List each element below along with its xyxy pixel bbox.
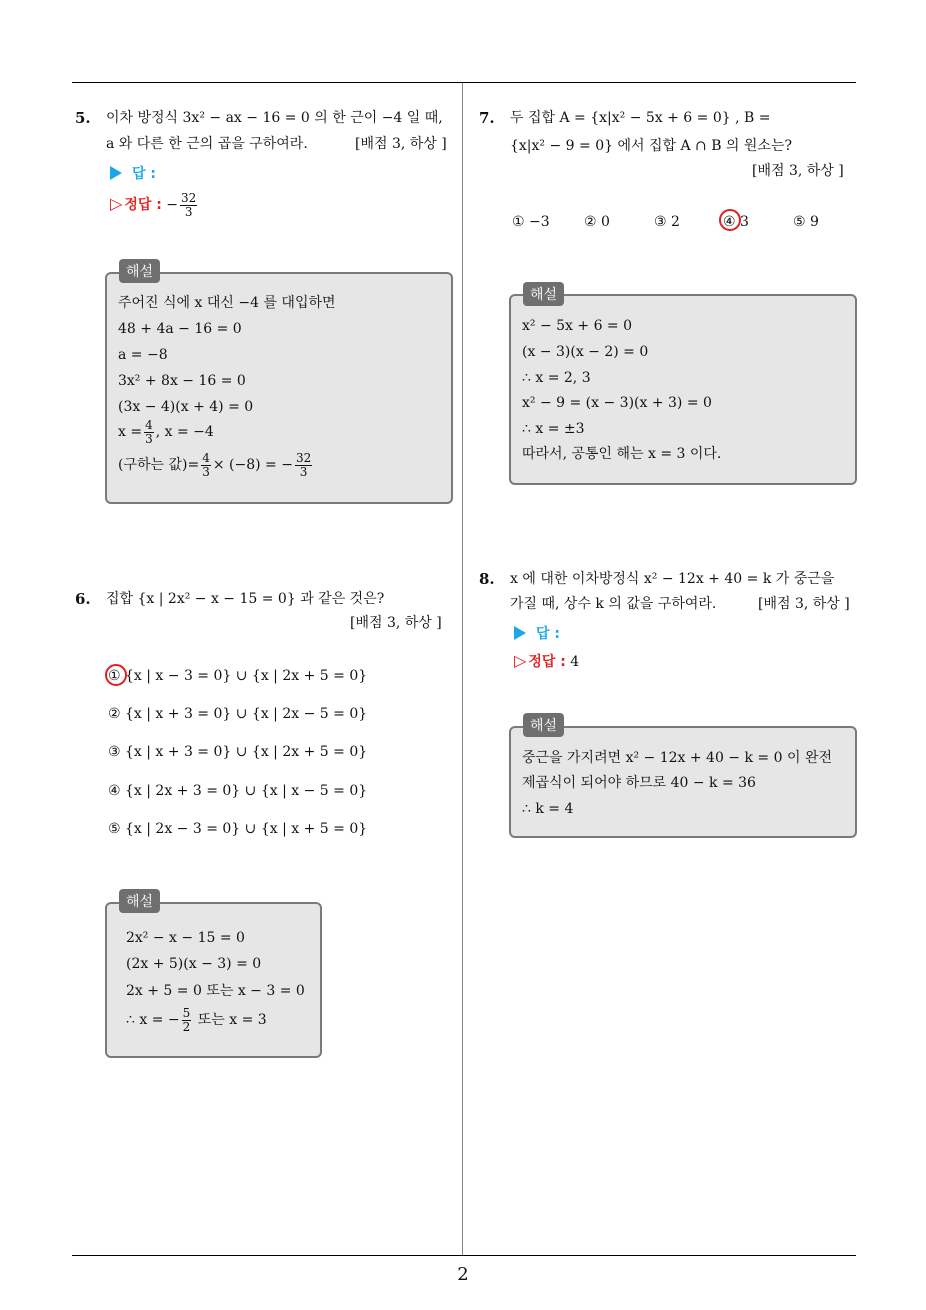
outline-triangle-icon: ▷	[110, 194, 123, 213]
correct-answer-row	[110, 188, 199, 221]
question-text-line-1: 이차 방정식 3x² − ax − 16 = 0 의 한 근이 −4 일 때,	[106, 110, 443, 126]
selected-choice-circle	[105, 664, 127, 686]
solution-line: 2x² − x − 15 = 0	[126, 930, 245, 946]
solution-line: ∴ x = 2, 3	[522, 370, 591, 386]
question-number: 8.	[479, 570, 495, 588]
solution-line: (2x + 5)(x − 3) = 0	[126, 956, 262, 972]
choice-4[interactable]: ④ {x | 2x + 3 = 0} ∪ {x | x − 5 = 0}	[108, 783, 368, 799]
question-number: 5.	[75, 109, 91, 127]
choice-5[interactable]: ⑤ {x | 2x − 3 = 0} ∪ {x | x + 5 = 0}	[108, 821, 368, 837]
correct-label: 정답 :	[528, 654, 566, 670]
score-label: [배점 3, 하상 ]	[350, 615, 442, 631]
solution-line: ∴ k = 4	[522, 801, 574, 817]
answer-label: 답 :	[132, 166, 156, 182]
question-text-line-1: 집합 {x | 2x² − x − 15 = 0} 과 같은 것은?	[106, 591, 385, 607]
correct-answer-fraction: $\frac{32}{3}$	[181, 190, 197, 219]
solution-line: (구하는 값)= $\frac{4}{3}$ × (−8) = − $\frac{32}{3}$	[118, 450, 312, 479]
solution-tag: 해설	[119, 259, 160, 283]
solution-line: 중근을 가지려면 x² − 12x + 40 − k = 0 이 완전	[522, 750, 832, 766]
answer-label: 답 :	[536, 626, 560, 642]
solution-line: (x − 3)(x − 2) = 0	[522, 344, 649, 360]
solution-line: ∴ x = − $\frac{5}{2}$ 또는 x = 3	[126, 1005, 267, 1034]
correct-answer-row	[514, 651, 579, 672]
choice-3[interactable]: ③ {x | x + 3 = 0} ∪ {x | 2x + 5 = 0}	[108, 744, 368, 760]
outline-triangle-icon: ▷	[514, 651, 527, 670]
question-text-line-1: 두 집합 A = {x|x² − 5x + 6 = 0} , B =	[510, 110, 771, 126]
answer-row	[514, 624, 560, 644]
page-number: 2	[457, 1264, 469, 1285]
question-text-line-2: 가질 때, 상수 k 의 값을 구하여라.	[510, 596, 717, 612]
solution-line: 3x² + 8x − 16 = 0	[118, 373, 246, 389]
solution-line: x² − 5x + 6 = 0	[522, 318, 633, 334]
solution-line: ∴ x = ±3	[522, 421, 585, 437]
solution-line: x = $\frac{4}{3}$ , x = −4	[118, 417, 214, 446]
choice-4[interactable]: ④ 3	[723, 214, 749, 230]
bottom-rule	[72, 1255, 856, 1256]
question-number: 7.	[479, 109, 495, 127]
question-text-line-2: {x|x² − 9 = 0} 에서 집합 A ∩ B 의 원소는?	[510, 138, 792, 154]
solution-tag: 해설	[523, 282, 564, 306]
solution-line: 48 + 4a − 16 = 0	[118, 321, 242, 337]
solution-line: 주어진 식에 x 대신 −4 를 대입하면	[118, 295, 336, 311]
correct-label: 정답 :	[124, 197, 162, 213]
column-divider	[462, 83, 463, 1255]
question-text-line-1: x 에 대한 이차방정식 x² − 12x + 40 = k 가 중근을	[510, 571, 835, 587]
score-label: [배점 3, 하상 ]	[758, 596, 850, 612]
question-number: 6.	[75, 590, 91, 608]
solution-line: 제곱식이 되어야 하므로 40 − k = 36	[522, 775, 756, 791]
choice-3[interactable]: ③ 2	[654, 214, 680, 230]
solution-tag: 해설	[119, 889, 160, 913]
choice-1[interactable]: ① −3	[512, 214, 550, 230]
score-label: [배점 3, 하상 ]	[752, 163, 844, 179]
choice-5[interactable]: ⑤ 9	[793, 214, 819, 230]
choice-1[interactable]: ① {x | x − 3 = 0} ∪ {x | 2x + 5 = 0}	[108, 668, 368, 684]
answer-row	[110, 164, 156, 184]
play-triangle-icon	[514, 626, 526, 640]
play-triangle-icon	[110, 166, 122, 180]
solution-line: a = −8	[118, 347, 168, 363]
solution-line: 2x + 5 = 0 또는 x − 3 = 0	[126, 983, 305, 999]
question-text-line-2: a 와 다른 한 근의 곱을 구하여라.	[106, 136, 308, 152]
solution-line: x² − 9 = (x − 3)(x + 3) = 0	[522, 395, 712, 411]
solution-line: 따라서, 공통인 해는 x = 3 이다.	[522, 446, 722, 462]
solution-tag: 해설	[523, 713, 564, 737]
selected-choice-circle	[719, 209, 741, 231]
solution-line: (3x − 4)(x + 4) = 0	[118, 399, 254, 415]
top-rule	[72, 82, 856, 83]
correct-answer-sign: −	[166, 197, 179, 213]
choice-2[interactable]: ② {x | x + 3 = 0} ∪ {x | 2x − 5 = 0}	[108, 706, 368, 722]
choice-2[interactable]: ② 0	[584, 214, 610, 230]
score-label: [배점 3, 하상 ]	[355, 136, 447, 152]
correct-answer-value: 4	[570, 654, 580, 670]
